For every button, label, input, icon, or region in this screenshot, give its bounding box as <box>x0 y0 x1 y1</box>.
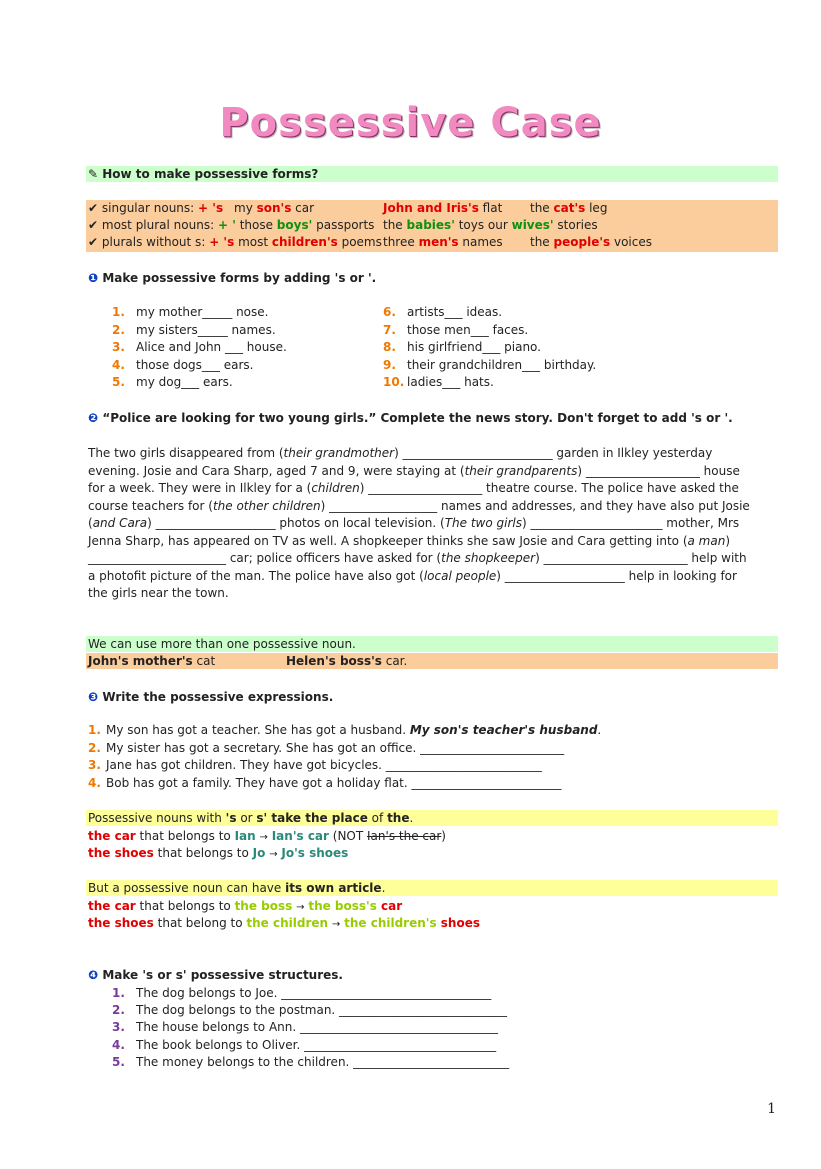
arrow-right-icon: → <box>259 832 268 843</box>
exercise-3-heading: ❸ Write the possessive expressions. <box>88 690 334 704</box>
exercise-4-item: 1. The dog belongs to Joe. ___________________________________ <box>112 986 492 1000</box>
exercise-3-item: 3. Jane has got children. They have got bicycles. __________________________ <box>88 758 542 772</box>
exercise-4-item: 3. The house belongs to Ann. _________________________________ <box>112 1020 499 1034</box>
page-title: Possessive Case <box>219 100 602 146</box>
place-example-shoes: the shoes that belongs to Jo → Jo's shoes <box>88 846 349 860</box>
exercise-1-item: 6. artists___ ideas. <box>383 305 503 319</box>
exercise-4-item: 5. The money belongs to the children. __________________________ <box>112 1055 510 1069</box>
exercise-4-item: 2. The dog belongs to the postman. ____________________________ <box>112 1003 508 1017</box>
exercise-1-item: 8. his girlfriend___ piano. <box>383 340 541 354</box>
arrow-right-icon: → <box>269 849 278 860</box>
exercise-3-item: 4. Bob has got a family. They have got a holiday flat. _________________________ <box>88 776 562 790</box>
exercise-1-item: 1. my mother_____ nose. <box>112 305 269 319</box>
exercise-4-heading: ❹ Make 's or s' possessive structures. <box>88 968 343 982</box>
article-example-shoes: the shoes that belong to the children → the children's shoes <box>88 916 480 930</box>
rule-row-irregular-ex3: the people's voices <box>530 235 652 249</box>
exercise-1-item: 10. ladies___ hats. <box>383 375 494 389</box>
check-icon: ✔ <box>88 235 99 249</box>
page-number: 1 <box>767 1101 776 1117</box>
number-two-icon: ❷ <box>88 411 99 425</box>
rule-row-singular: ✔ singular nouns: + 's <box>88 201 224 215</box>
multi-possessive-note: We can use more than one possessive noun. <box>88 637 356 651</box>
exercise-1-item: 9. their grandchildren___ birthday. <box>383 358 597 372</box>
place-rule: Possessive nouns with 's or s' take the place of the. <box>88 811 414 825</box>
rule-row-irregular: ✔ plurals without s: + 's most children's poems <box>88 235 382 249</box>
check-icon: ✔ <box>88 218 99 232</box>
rule-row-irregular-ex2: three men's names <box>383 235 503 249</box>
number-three-icon: ❸ <box>88 690 99 704</box>
place-example-car: the car that belongs to Ian → Ian's car (NOT Ian's the car) <box>88 829 446 843</box>
exercise-3-item: 2. My sister has got a secretary. She has got an office. ________________________ <box>88 741 565 755</box>
rule-row-plural: ✔ most plural nouns: + ' those boys' passports <box>88 218 375 232</box>
exercise-4-item: 4. The book belongs to Oliver. ________________________________ <box>112 1038 497 1052</box>
arrow-right-icon: → <box>331 919 341 930</box>
number-four-icon: ❹ <box>88 968 99 982</box>
multi-example-a: John's mother's cat <box>88 654 216 668</box>
rule-row-singular-ex2: John and Iris's flat <box>383 201 503 215</box>
news-story-paragraph: The two girls disappeared from (their grandmother) _________________________ garden in Ilkley yesterday evening. Josie and Cara Sharp, aged 7 and 9, were staying at (their grandparents) ___________________ house for a week. They were in Ilkley for a (children) ___________________ theatre course. The police have asked the course teachers for (the other children) __________________ names and addresses, and they have also put Josie (and Cara) ____________________ photos on local television. (The two girls) ______________________ mother, Mrs Jenna Sharp, has appeared on TV as well. A shopkeeper thinks she saw Josie and Cara getting into (a man) _______________________ car; police officers have asked for (the shopkeeper) ________________________ help with a photofit picture of the man. The police have also got (local people) ____________________ help in looking for the girls near the town. <box>88 446 750 600</box>
exercise-2-heading: ❷ “Police are looking for two young girls.” Complete the news story. Don't forget to add 's or '. <box>88 411 733 425</box>
rule-row-singular-ex3: the cat's leg <box>530 201 608 215</box>
exercise-1-item: 4. those dogs___ ears. <box>112 358 254 372</box>
multi-example-b: Helen's boss's car. <box>286 654 408 668</box>
check-icon: ✔ <box>88 201 99 215</box>
how-to-heading: ✎ How to make possessive forms? <box>88 167 319 181</box>
rule-row-plural-ex2: the babies' toys our wives' stories <box>383 218 598 232</box>
arrow-right-icon: → <box>296 902 305 913</box>
number-one-icon: ❶ <box>88 271 99 285</box>
exercise-3-item: 1. My son has got a teacher. She has got a husband. My son's teacher's husband. <box>88 723 602 737</box>
rule-row-singular-ex1: my son's car <box>234 201 315 215</box>
exercise-1-item: 7. those men___ faces. <box>383 323 529 337</box>
exercise-1-item: 5. my dog___ ears. <box>112 375 233 389</box>
exercise-1-heading: ❶ Make possessive forms by adding 's or '. <box>88 271 377 285</box>
article-example-car: the car that belongs to the boss → the boss's car <box>88 899 403 913</box>
article-rule: But a possessive noun can have its own article. <box>88 881 386 895</box>
pencil-icon: ✎ <box>88 167 99 181</box>
exercise-1-item: 2. my sisters_____ names. <box>112 323 276 337</box>
exercise-1-item: 3. Alice and John ___ house. <box>112 340 287 354</box>
